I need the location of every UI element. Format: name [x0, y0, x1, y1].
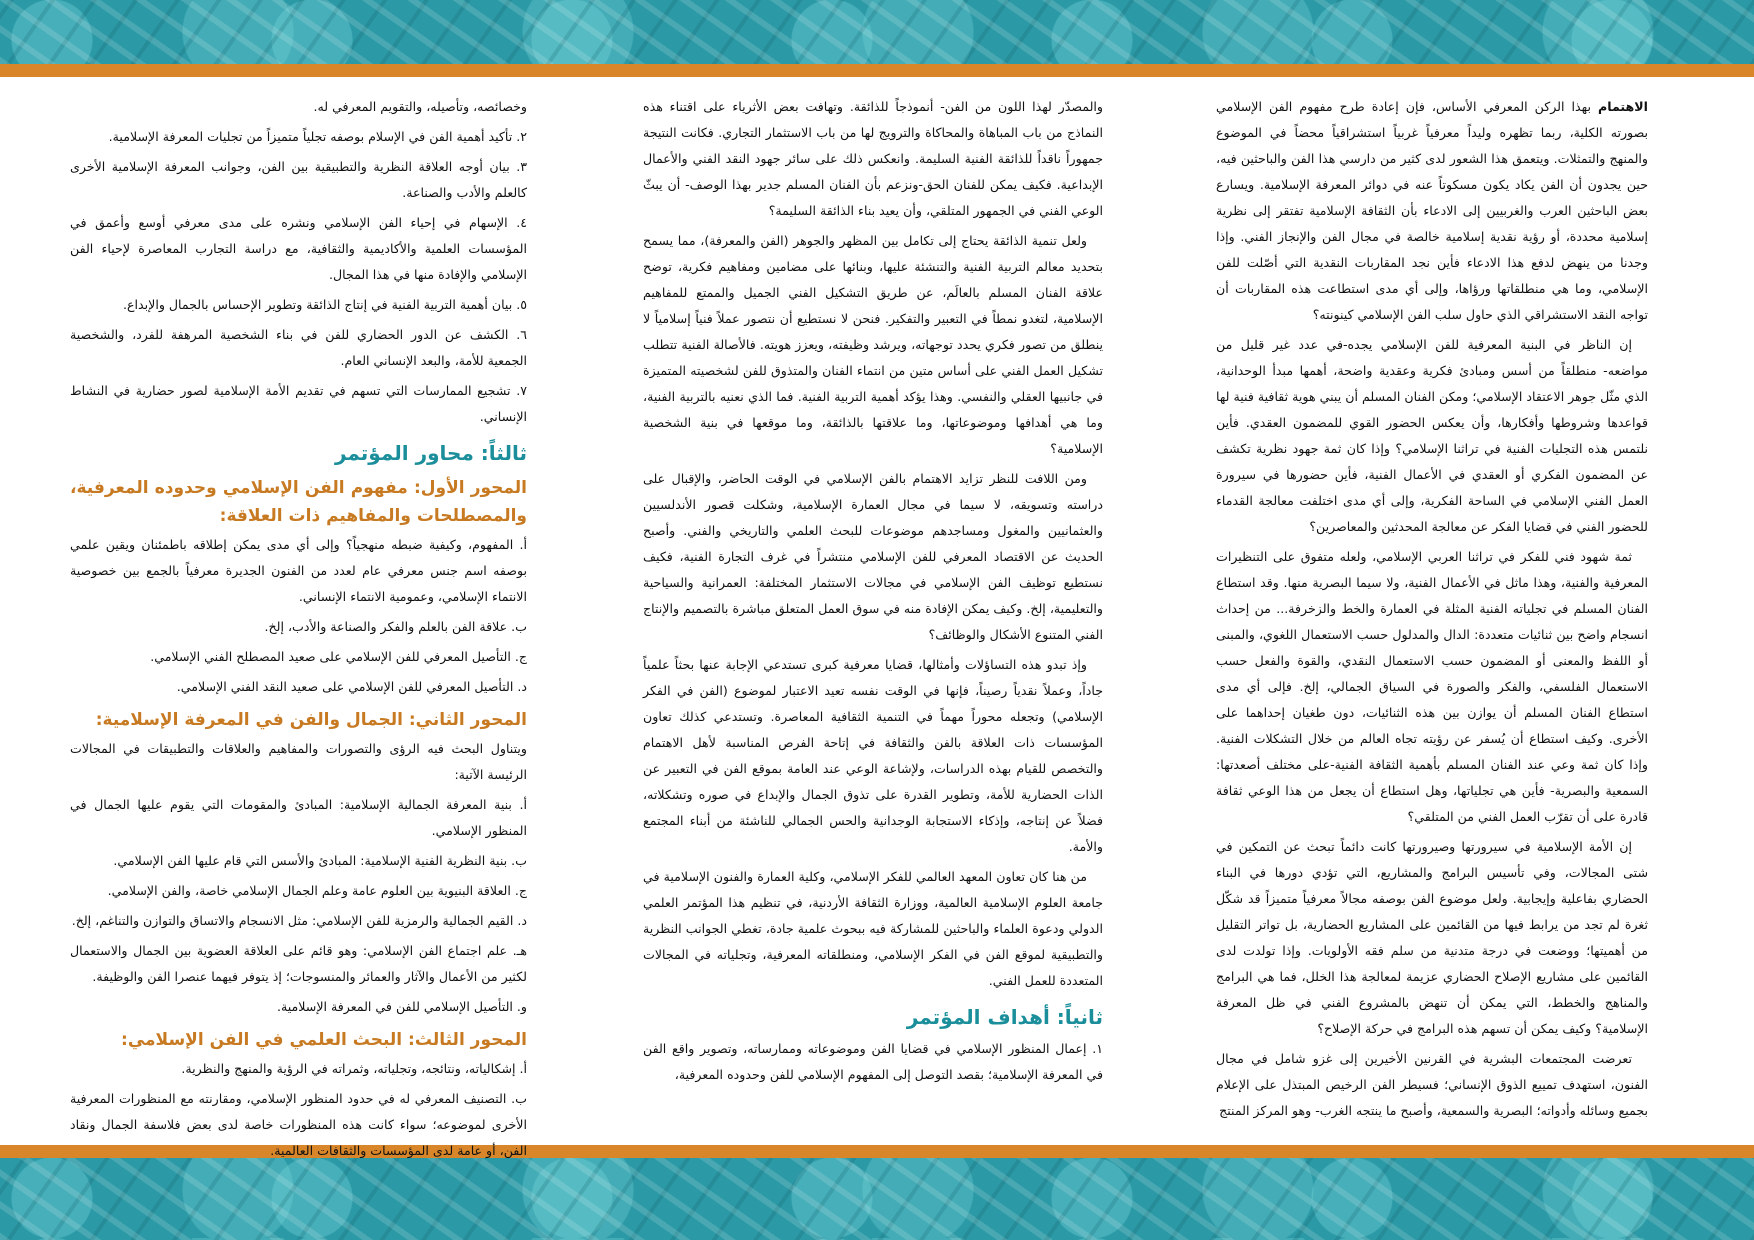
- axis-2-title: المحور الثاني: الجمال والفن في المعرفة الإسلامية:: [95, 710, 527, 730]
- goal-item: ٣. بيان أوجه العلاقة النظرية والتطبيقية بين الفن، وجوانب المعرفة الإسلامية الأخرى كالعلم والأدب والصناعة.: [70, 159, 527, 200]
- axis-item: و. التأصيل الإسلامي للفن في المعرفة الإسلامية.: [276, 999, 527, 1014]
- text-column-left: [70, 94, 527, 1158]
- axis-item: ج. العلاقة البنيوية بين العلوم عامة وعلم الجمال الإسلامي خاصة، والفن الإسلامي.: [107, 883, 527, 898]
- axis-item: أ. المفهوم، وكيفية ضبطه منهجياً؟ وإلى أي مدى يمكن إطلاقه باطمئنان ويقين علمي بوصفه اسم جنس معرفي عام لعدد من الفنون الجديرة معرفياً بالجمع بين خصوصية الانتماء الإسلامي، وعمومية الانتماء الإنساني.: [70, 537, 527, 604]
- axis-1-title: المحور الأول: مفهوم الفن الإسلامي وحدوده المعرفية، والمصطلحات والمفاهيم ذات العلاقة:: [70, 478, 527, 526]
- paragraph: وإذ تبدو هذه التساؤلات وأمثالها، قضايا معرفية كبرى تستدعي الإجابة عنها بحثاً علمياً جاداً، وعملاً نقدياً رصيناً، فإنها في الوقت نفسه تعيد الاعتبار لموضوع (الفن في الفكر الإسلامي) وتجعله محوراً مهماً في التنمية الثقافية المعاصرة. وتستدعي كذلك تعاون المؤسسات ذات العلاقة بالفن والثقافة في إتاحة الفرص المناسبة لأهل الاهتمام والتخصص للقيام بهذه الدراسات، ولإشاعة الوعي عند العامة بموقع الفن في التعبير عن الذات الحضارية للأمة، وتطوير القدرة على تذوق الجمال والإبداع في صوره وتشكلاته، فضلاً عن إنتاجه، وإذكاء الاستجابة الوجدانية والحس الجمالي للناشئة من أبناء المجتمع والأمة.: [643, 657, 1103, 854]
- bottom-decorative-band: [0, 1158, 1754, 1240]
- lead-bold-word: الاهتمام: [1598, 99, 1648, 114]
- section-heading-goals: ثانياً: أهداف المؤتمر: [906, 1005, 1103, 1029]
- goal-item: ٥. بيان أهمية التربية الفنية في إنتاج الذائقة وتطوير الإحساس بالجمال والإبداع.: [123, 297, 527, 312]
- paragraph: إن الناظر في البنية المعرفية للفن الإسلامي يجده-في عدد غير قليل من مواضعه- منطلقاً من أسس ومبادئ فكرية وعقدية واضحة، أهمها مبدأ الوحدانية، الذي مثّل جوهر الاعتقاد الإسلامي؛ ومكن الفنان المسلم أن يبني هوية ثقافية فنية لها قواعدها وشروطها وأفكارها، وأن يعكس الحضور القوي للمضمون العقدي. فأين نلتمس هذه التجليات الفنية في تراثنا الإسلامي؟ وإذا كان ثمة جهود نظرية تكشف عن المضمون الفكري أو العقدي في الأعمال الفنية، فأين حضورها في سيرورة العمل الفني الإسلامي في الساحة الفكرية، وإلى أي مدى اختلفت معالجة القدماء للحضور الفني في قضايا الفكر عن معالجة المحدثين والمعاصرين؟: [1216, 337, 1648, 534]
- paragraph: تعرضت المجتمعات البشرية في القرنين الأخيرين إلى غزو شامل في مجال الفنون، استهدف تمييع الذوق الإنساني؛ فسيطر الفن الرخيص المبتذل على الإعلام بجميع وسائله وأدواته؛ البصرية والسمعية، وأصبح ما ينتجه الغرب- وهو المركز المنتج: [1216, 1051, 1648, 1118]
- axis-item: أ. إشكالياته، ونتائجه، وتجلياته، وثمراته في الرؤية والمنهج والنظرية.: [181, 1061, 527, 1076]
- axis-3-title: المحور الثالث: البحث العلمي في الفن الإسلامي:: [121, 1030, 527, 1050]
- axis-item: ب. بنية النظرية الفنية الإسلامية: المبادئ والأسس التي قام عليها الفن الإسلامي.: [113, 853, 527, 868]
- text-column-right: [1216, 94, 1648, 1134]
- axis-item: د. التأصيل المعرفي للفن الإسلامي على صعيد النقد الفني الإسلامي.: [176, 679, 527, 694]
- text-column-middle: [643, 94, 1103, 1134]
- paragraph: ثمة شهود فني للفكر في تراثنا العربي الإسلامي، ولعله متفوق على التنظيرات المعرفية والفنية، وهذا ماثل في الأعمال الفنية، ولا سيما البصرية منها. وقد استطاع الفنان المسلم في تجلياته الفنية المثلة في العمارة والخط والزخرفة... من إحداث انسجام واضح بين ثنائيات متعددة: الدال والمدلول حسب الاستعمال اللغوي، والمبنى أو اللفظ والمعنى أو المضمون حسب الاستعمال النقدي، والقوة والفعل حسب الاستعمال الفلسفي، والفكر والصورة في السياق الجمالي، إلخ. فإلى أي مدى استطاع الفنان المسلم أن يوازن بين هذه الثنائيات، دون طغيان إحداهما على الأخرى. وكيف استطاع أن يُسفر عن رؤيته تجاه العالم من خلال التشكلات الفنية. وإذا كان ثمة وعي عند الفنان المسلم بأهمية الثقافة الفنية-على مختلف أصعدتها: السمعية والبصرية- فأين هي تجلياتها، وهل استطاع أن يجعل من هذا الوعي ثقافة قادرة على أن تقرّب العمل الفني من المتلقي؟: [1216, 549, 1648, 824]
- paragraph-text: بهذا الركن المعرفي الأساس، فإن إعادة طرح مفهوم الفن الإسلامي بصورته الكلية، ربما تظهره وليداً معرفياً غربياً استشراقياً محضاً في الموضوع والمنهج والتمثلات. ويتعمق هذا الشعور لدى كثير من دارسي هذا الفن والباحثين فيه، حين يجدون أن الفن يكاد يكون مسكوتاً عنه في دوائر المعرفة الإسلامية. ويسارع بعض الباحثين العرب والغربيين إلى الادعاء بأن الثقافة الإسلامية تفتقر إلى نظرية إسلامية محددة، أو رؤية نقدية إسلامية خالصة في مجال الفن والإنجاز الفني. وإذا وجدنا من ينهض لدفع هذا الادعاء فأين نجد المقاربات النقدية التي أصّلت للفن الإسلامي، وما هي منطلقاتها ورؤاها، وإلى أي مدى استطاعت هذه المقاربات أن تواجه النقد الاستشراقي الذي حاول سلب الفن الإسلامي كينونته؟: [1216, 99, 1648, 322]
- goal-item: ٦. الكشف عن الدور الحضاري للفن في بناء الشخصية المرهفة للفرد، والشخصية الجمعية للأمة، والبعد الإنساني العام.: [70, 327, 527, 368]
- goal-item: ٢. تأكيد أهمية الفن في الإسلام بوصفه تجلياً متميزاً من تجليات المعرفة الإسلامية.: [108, 129, 527, 144]
- paragraph: ولعل تنمية الذائقة يحتاج إلى تكامل بين المظهر والجوهر (الفن والمعرفة)، مما يسمح بتحديد معالم التربية الفنية والتنشئة عليها، وبنائها على مضامين ومفاهيم فكرية، توضح علاقة الفنان المسلم بالعالَم، عن طريق التشكيل الفني الجميل والممتع للمفاهيم الإسلامية، لتغدو نمطاً في التعبير والتفكير. فنحن لا نستطيع أن نتصور عملاً فنياً إسلامياً لا ينطلق من تصور فكري يحدد توجهاته، ويرشد وظيفته، ويعزز هويته. فالأصالة الفنية تتطلب تشكيل العمل الفني على أساس متين من انتماء الفنان والمتذوق للفن لشخصيته المتميزة في جانبيها العقلي والنفسي. وهذا يؤكد أهمية التربية الفنية. فما الذي نعنيه بالتربية الفنية، وما هي أهدافها وموضوعاتها، وما علاقتها بالذائقة، وما موقعها في بنية الشخصية الإسلامية؟: [643, 233, 1103, 456]
- section-heading-axes: ثالثاً: محاور المؤتمر: [334, 441, 527, 465]
- goal-item: ٧. تشجيع الممارسات التي تسهم في تقديم الأمة الإسلامية لصور حضارية في النشاط الإنساني.: [70, 383, 527, 424]
- goal-item: ١. إعمال المنظور الإسلامي في قضايا الفن وموضوعاته وممارساته، وتصوير واقع الفن في المعرفة الإسلامية؛ بقصد التوصل إلى المفهوم الإسلامي للفن وحدوده المعرفية،: [643, 1041, 1103, 1082]
- paragraph: إن الأمة الإسلامية في سيرورتها وصيرورتها كانت دائماً تبحث عن التمكين في شتى المجالات، وفي تأسيس البرامج والمشاريع، التي تؤدي دورها في البناء الحضاري بفاعلية وإيجابية. ولعل موضوع الفن بوصفه مجالاً معرفياً متميزاً قد شكّل ثغرة لم تجد من يرابط فيها من القائمين على المشاريع الحضارية، بل تواتر التقليل من أهميتها؛ ووضعت في درجة متدنية من سلم فقه الأولويات. وإذا تولدت لدى القائمين على مشاريع الإصلاح الحضاري عزيمة لمعالجة هذا الخلل، فما هي البرامج والمناهج والخطط، التي يمكن أن تنهض بالمشروع الفني في ظل المعرفة الإسلامية؟ وكيف يمكن أن تسهم هذه البرامج في حركة الإصلاح؟: [1216, 839, 1648, 1036]
- axis-intro: ويتناول البحث فيه الرؤى والتصورات والمفاهيم والعلاقات والتطبيقات في المجالات الرئيسة الآتية:: [70, 741, 527, 782]
- paragraph: [1216, 94, 1648, 328]
- axis-item: ج. التأصيل المعرفي للفن الإسلامي على صعيد المصطلح الفني الإسلامي.: [150, 649, 527, 664]
- axis-item: ب. علاقة الفن بالعلم والفكر والصناعة والأدب، إلخ.: [264, 619, 527, 634]
- axis-item: هـ. علم اجتماع الفن الإسلامي: وهو قائم على العلاقة العضوية بين الجمال والاستعمال لكثير من الأعمال والآثار والعمائر والمنسوجات؛ إذ يتوفر فيهما عنصرا الفن والوظيفة.: [70, 943, 527, 984]
- axis-item: أ. بنية المعرفة الجمالية الإسلامية: المبادئ والمقومات التي يقوم عليها الجمال في المنظور الإسلامي.: [70, 797, 527, 838]
- paragraph: والمصدّر لهذا اللون من الفن- أنموذجاً للذائقة. وتهافت بعض الأثرياء على اقتناء هذه النماذج من باب المباهاة والمحاكاة والترويج لها من باب الاستثمار التجاري. فكانت النتيجة جمهوراً ناقداً للذائقة الفنية السليمة. وانعكس ذلك على سائر جهود النقد الفني والأعمال الإبداعية. فكيف يمكن للفنان الحق-ونزعم بأن الفنان المسلم جدير بهذا الوصف- أن يبثّ الوعي الفني في الجمهور المتلقي، وأن يعيد بناء الذائقة السليمة؟: [643, 99, 1103, 218]
- top-decorative-band: [0, 0, 1754, 64]
- paragraph: من هنا كان تعاون المعهد العالمي للفكر الإسلامي، وكلية العمارة والفنون الإسلامية في جامعة العلوم الإسلامية العالمية، ووزارة الثقافة الأردنية، في تنظيم هذا المؤتمر العلمي الدولي ودعوة العلماء والباحثين للمشاركة فيه ببحوث علمية جادة، تغطي الجوانب النظرية والتطبيقية لموقع الفن في الفكر الإسلامي، ومنطلقاته المعرفية، وتجلياته في المجالات المتعددة للعمل الفني.: [643, 869, 1103, 988]
- paragraph: ومن اللافت للنظر تزايد الاهتمام بالفن الإسلامي في الوقت الحاضر، والإقبال على دراسته وتسويقه، لا سيما في مجال العمارة الإسلامية، وشكلت قصور الأندلسيين والعثمانيين والمغول ومساجدهم موضوعات للبحث العلمي والتاريخي والفني. وأصبح الحديث عن الاقتصاد المعرفي للفن الإسلامي منتشراً في غرف التجارة الفنية، فكيف نستطيع توظيف الفن الإسلامي في مجالات الاستثمار المختلفة: العمرانية والسياحية والتعليمية، إلخ. وكيف يمكن الإفادة منه في سوق العمل المتعلق مباشرة بالتصميم والإنتاج الفني المتنوع الأشكال والوظائف؟: [643, 471, 1103, 642]
- top-orange-stripe: [0, 64, 1754, 77]
- axis-item: د. القيم الجمالية والرمزية للفن الإسلامي: مثل الانسجام والاتساق والتوازن والتناغم، إلخ.: [71, 913, 527, 928]
- goal-item-continued: وخصائصه، وتأصيله، والتقويم المعرفي له.: [313, 99, 527, 114]
- goal-item: ٤. الإسهام في إحياء الفن الإسلامي ونشره على مدى معرفي أوسع وأعمق في المؤسسات العلمية والأكاديمية والثقافية، مع دراسة التجارب المعاصرة لإحياء الفن الإسلامي والإفادة منها في هذا المجال.: [70, 215, 527, 282]
- axis-item: ب. التصنيف المعرفي له في حدود المنظور الإسلامي، ومقارنته مع المنظورات المعرفية الأخرى لموضوعه؛ سواء كانت هذه المنظورات خاصة لدى بعض فلاسفة الجمال ونقاد الفن، أو عامة لدى المؤسسات والثقافات العالمية.: [70, 1091, 527, 1158]
